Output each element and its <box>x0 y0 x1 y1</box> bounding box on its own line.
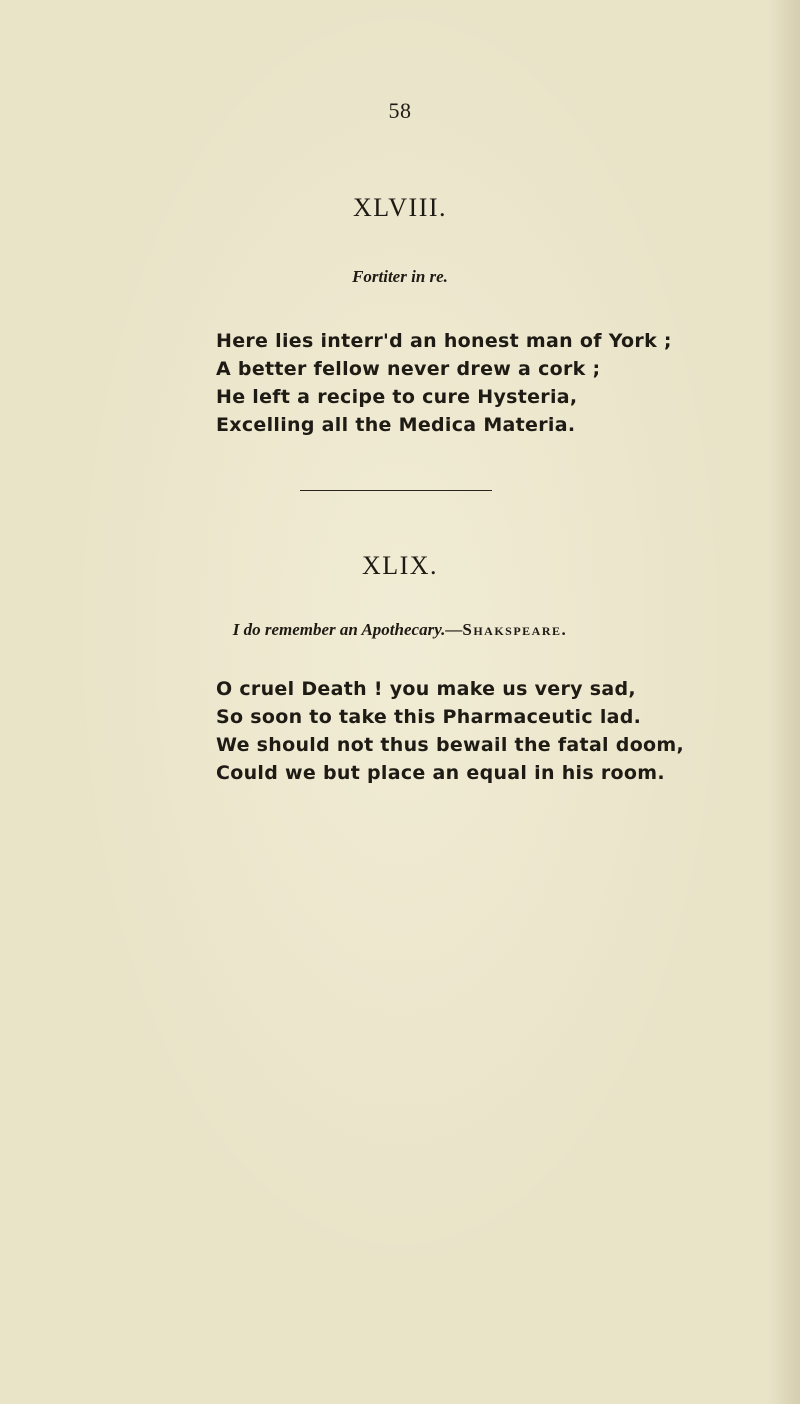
verse-line: Excelling all the Medica Materia. <box>216 414 576 436</box>
section-epigraph-xlviii: Fortiter in re. <box>352 267 448 286</box>
section-numeral-xlix: XLIX. <box>361 551 439 580</box>
section-epigraph-xlix <box>0 620 800 640</box>
section-numeral-xlviii: XLVIII. <box>352 193 448 222</box>
verse-line: O cruel Death ! you make us very sad, <box>216 678 636 700</box>
verse-xlviii <box>216 327 776 439</box>
section-divider <box>300 490 492 491</box>
verse-line: Here lies interr'd an honest man of York ; <box>216 330 672 352</box>
epigraph-dash: — <box>445 620 463 639</box>
verse-line: He left a recipe to cure Hysteria, <box>216 386 578 408</box>
epigraph-quote: I do remember an Apothecary. <box>232 620 446 639</box>
epigraph-attribution: Shakspeare. <box>462 620 568 639</box>
verse-line: We should not thus bewail the fatal doom, <box>216 734 685 756</box>
verse-line: So soon to take this Pharmaceutic lad. <box>216 706 642 728</box>
verse-line: Could we but place an equal in his room. <box>216 762 665 784</box>
verse-xlix <box>216 675 776 787</box>
page-number: 58 <box>388 98 412 123</box>
verse-line: A better fellow never drew a cork ; <box>216 358 601 380</box>
